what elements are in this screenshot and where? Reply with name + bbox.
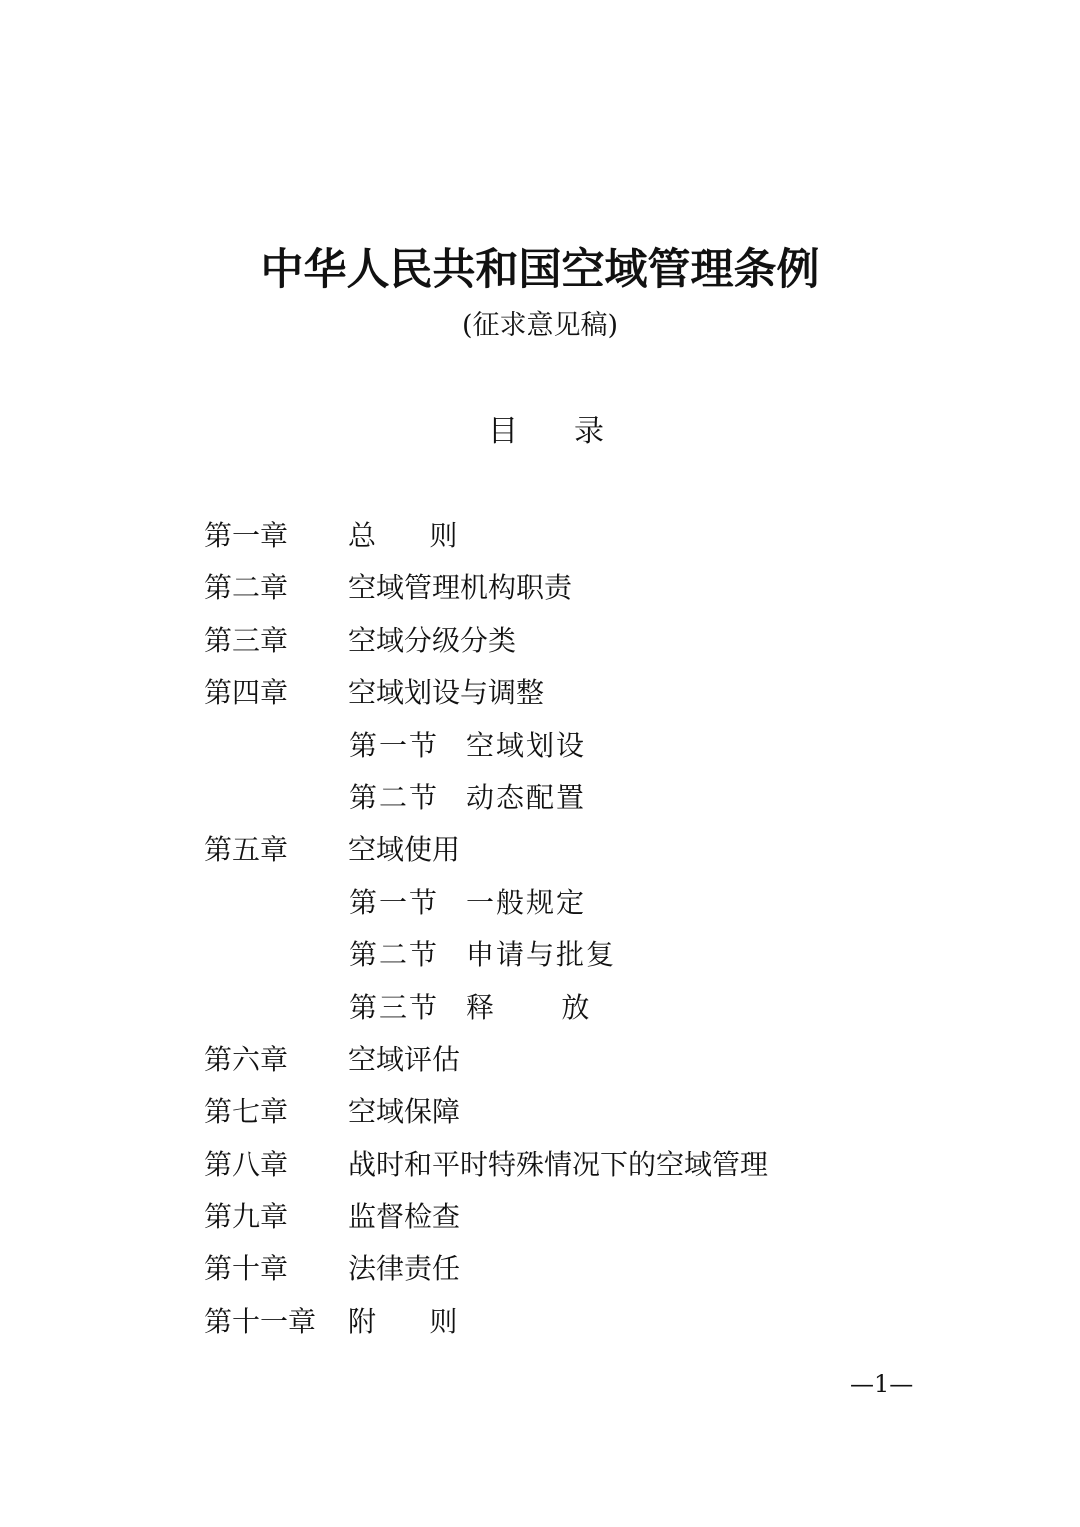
toc-chapter-5: [204, 824, 904, 876]
chapter-title: 空域使用: [348, 833, 461, 867]
toc-section-4-2: [204, 772, 904, 824]
toc-chapter-8: [204, 1139, 904, 1191]
toc-chapter-2: [204, 562, 904, 614]
chapter-title: 总 则: [348, 519, 458, 552]
chapter-label: 第十一章: [204, 1304, 317, 1338]
chapter-title: 附 则: [348, 1304, 458, 1338]
table-of-contents: [204, 510, 904, 1348]
toc-section-5-3: [204, 982, 904, 1034]
chapter-label: 第十章: [204, 1252, 289, 1286]
chapter-title: 空域保障: [348, 1095, 461, 1129]
section-label: 第二节: [349, 780, 440, 814]
chapter-label: 第四章: [204, 676, 289, 710]
toc-chapter-9: [204, 1191, 904, 1243]
chapter-label: 第八章: [204, 1147, 289, 1181]
chapter-label: 第一章: [204, 519, 289, 552]
section-label: 第一节: [349, 728, 440, 762]
document-subtitle: (征求意见稿): [461, 310, 619, 341]
toc-heading-char-1: 目: [488, 414, 518, 449]
chapter-label: 第七章: [204, 1095, 289, 1129]
toc-section-4-1: [204, 720, 904, 772]
document-title: 中华人民共和国空域管理条例: [260, 245, 820, 295]
section-label: 第三节: [349, 990, 440, 1024]
section-title: 动态配置: [466, 780, 587, 814]
toc-chapter-11: [204, 1296, 904, 1348]
chapter-label: 第三章: [204, 623, 289, 657]
toc-section-5-1: [204, 877, 904, 929]
section-title: 申请与批复: [466, 938, 617, 972]
toc-heading-char-2: 录: [574, 414, 604, 449]
chapter-title: 战时和平时特殊情况下的空域管理: [348, 1147, 769, 1181]
toc-chapter-4: [204, 667, 904, 719]
section-title: 空域划设: [466, 728, 587, 762]
section-title: 一般规定: [466, 885, 587, 919]
chapter-label: 第五章: [204, 833, 289, 867]
toc-section-5-2: [204, 929, 904, 981]
toc-chapter-10: [204, 1243, 904, 1295]
chapter-label: 第九章: [204, 1200, 289, 1234]
chapter-title: 空域评估: [348, 1042, 461, 1076]
chapter-label: 第二章: [204, 571, 289, 605]
section-title: 释 放: [466, 990, 592, 1024]
chapter-title: 空域管理机构职责: [348, 571, 573, 605]
section-label: 第一节: [349, 885, 440, 919]
page-number: —1—: [850, 1370, 914, 1398]
section-label: 第二节: [349, 938, 440, 972]
toc-heading: [488, 412, 618, 452]
chapter-title: 法律责任: [348, 1252, 461, 1286]
chapter-title: 监督检查: [348, 1200, 461, 1234]
toc-chapter-7: [204, 1086, 904, 1138]
chapter-title: 空域划设与调整: [348, 676, 545, 710]
chapter-label: 第六章: [204, 1042, 289, 1076]
toc-chapter-1: [204, 510, 904, 562]
toc-chapter-6: [204, 1034, 904, 1086]
chapter-title: 空域分级分类: [348, 623, 517, 657]
toc-chapter-3: [204, 615, 904, 667]
